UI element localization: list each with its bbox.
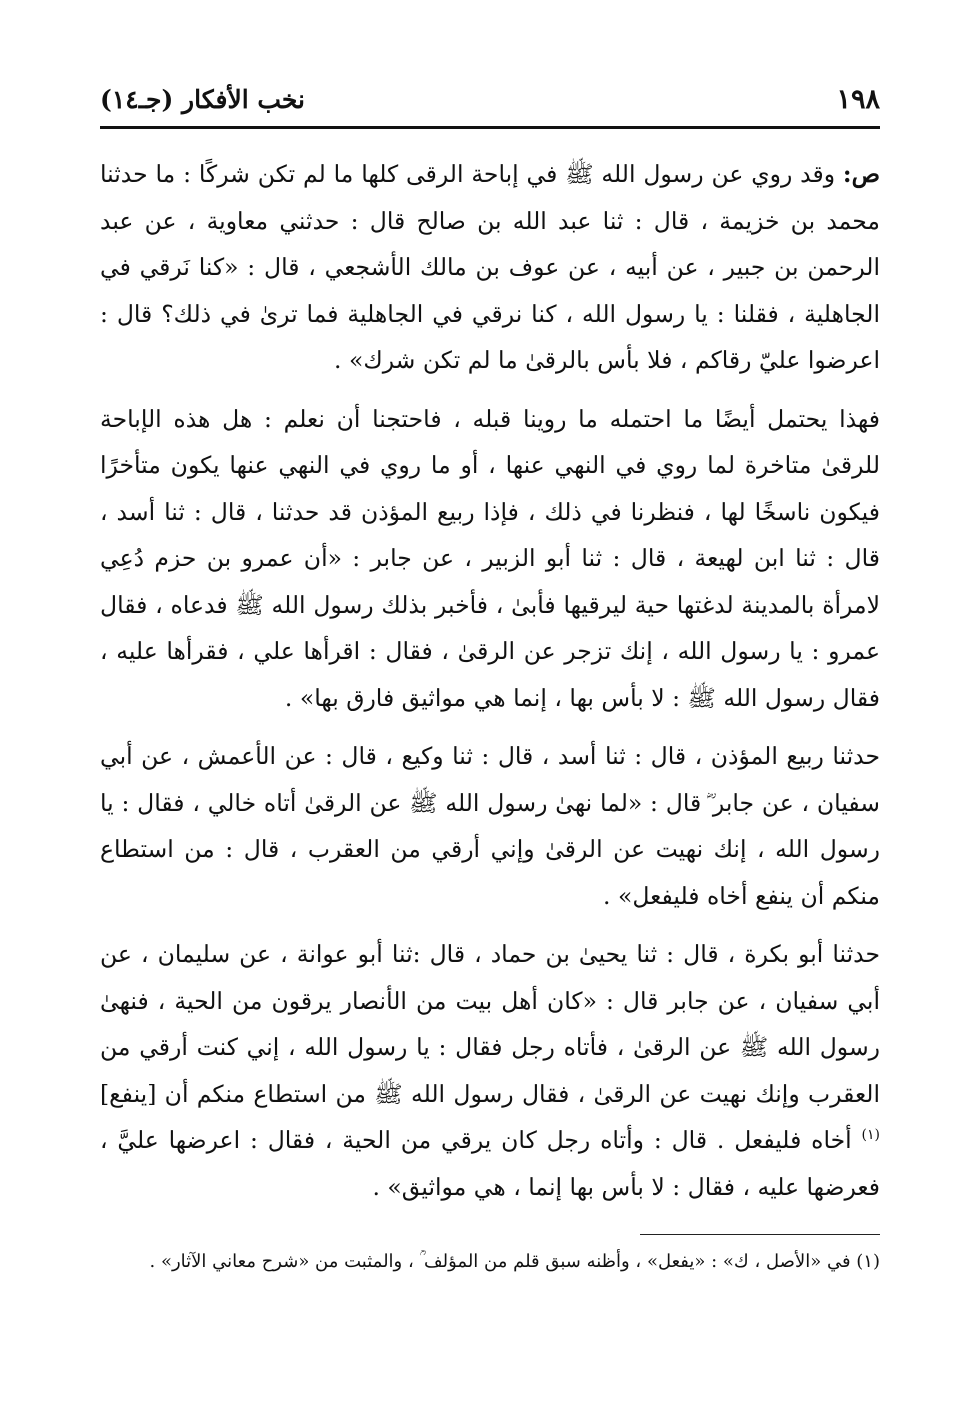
page-body <box>100 151 880 1210</box>
footnote-separator <box>640 1234 880 1235</box>
header-rule <box>100 126 880 129</box>
paragraph-2: فهذا يحتمل أيضًا ما احتمله ما روينا قبله ، فاحتجنا أن نعلم : هل هذه الإباحة للرقىٰ متاخرة لما روي في النهي عنها ، أو ما روي في النهي عنها يكون متأخرًا فيكون ناسخًا لها ، فنظرنا في ذلك ، فإذا ربيع المؤذن قد حدثنا ، قال : ثنا أسد ، قال : ثنا ابن لهيعة ، قال : ثنا أبو الزبير ، عن جابر : «أن عمرو بن حزم دُعِي لامرأة بالمدينة لدغتها حية ليرقيها فأبىٰ ، فأخبر بذلك رسول الله ﷺ فدعاه ، فقال عمرو : يا رسول الله ، إنك تزجر عن الرقىٰ ، فقال : اقرأها علي ، فقرأها عليه ، فقال رسول الله ﷺ : لا بأس بها ، إنما هي مواثيق فارق بها» . <box>100 404 880 712</box>
paragraph-4-text-after: أخاه فليفعل . قال : وأتاه رجل كان يرقي من الحية ، فقال : اعرضها عليَّ ، فعرضها عليه ، فقال : لا بأس بها إنما ، هي مواثيق» . <box>100 1126 880 1201</box>
paragraph-3: حدثنا ربيع المؤذن ، قال : ثنا أسد ، قال : ثنا وكيع ، قال : عن الأعمش ، عن أبي سفيان ، عن جابر ؓ قال : «لما نهىٰ رسول الله ﷺ عن الرقىٰ أتاه خالي ، فقال : يا رسول الله ، إنك نهيت عن الرقىٰ وإني أرقي من العقرب ، قال : من استطاع منكم أن ينفع أخاه فليفعل» . <box>100 742 881 910</box>
paragraph-1 <box>100 151 880 384</box>
book-title: نخب الأفكار (جـ١٤) <box>100 85 306 114</box>
paragraph-4 <box>100 931 880 1210</box>
page-number: ١٩٨ <box>836 84 880 115</box>
page-header <box>100 80 880 120</box>
paragraph-4-text-before: حدثنا أبو بكرة ، قال : ثنا يحيىٰ بن حماد ، قال :ثنا أبو عوانة ، عن سليمان ، عن أبي سفيان ، عن جابر قال : «كان أهل بيت من الأنصار يرقون من الحية ، فنهىٰ رسول الله ﷺ عن الرقىٰ ، فأتاه رجل فقال : يا رسول الله ، إني كنت أرقي من العقرب وإنك نهيت عن الرقىٰ ، فقال رسول الله ﷺ من استطاع منكم أن [ينفع] <box>100 940 880 1108</box>
footnote-reference[interactable]: (١) <box>861 1127 880 1144</box>
book-page <box>100 80 880 1277</box>
paragraph-1-text: وقد روي عن رسول الله ﷺ في إباحة الرقى كلها ما لم تكن شركًا : ما حدثنا محمد بن خزيمة ، قال : ثنا عبد الله بن صالح قال : حدثني معاوية ، عن عبد الرحمن بن جبير ، عن أبيه ، عن عوف بن مالك الأشجعي ، قال : «كنا نَرقي في الجاهلية ، فقلنا : يا رسول الله ، كنا نرقي في الجاهلية فما ترىٰ في ذلك؟ قال : اعرضوا عليّ رقاكم ، فلا بأس بالرقىٰ ما لم تكن شرك» . <box>100 160 880 374</box>
paragraph-1-lead: ص: <box>842 160 880 188</box>
footnote: (١) في «الأصل ، ك» : «يفعل» ، وأظنه سبق قلم من المؤلف ؒ ، والمثبت من «شرح معاني الآثار» . <box>149 1251 880 1272</box>
